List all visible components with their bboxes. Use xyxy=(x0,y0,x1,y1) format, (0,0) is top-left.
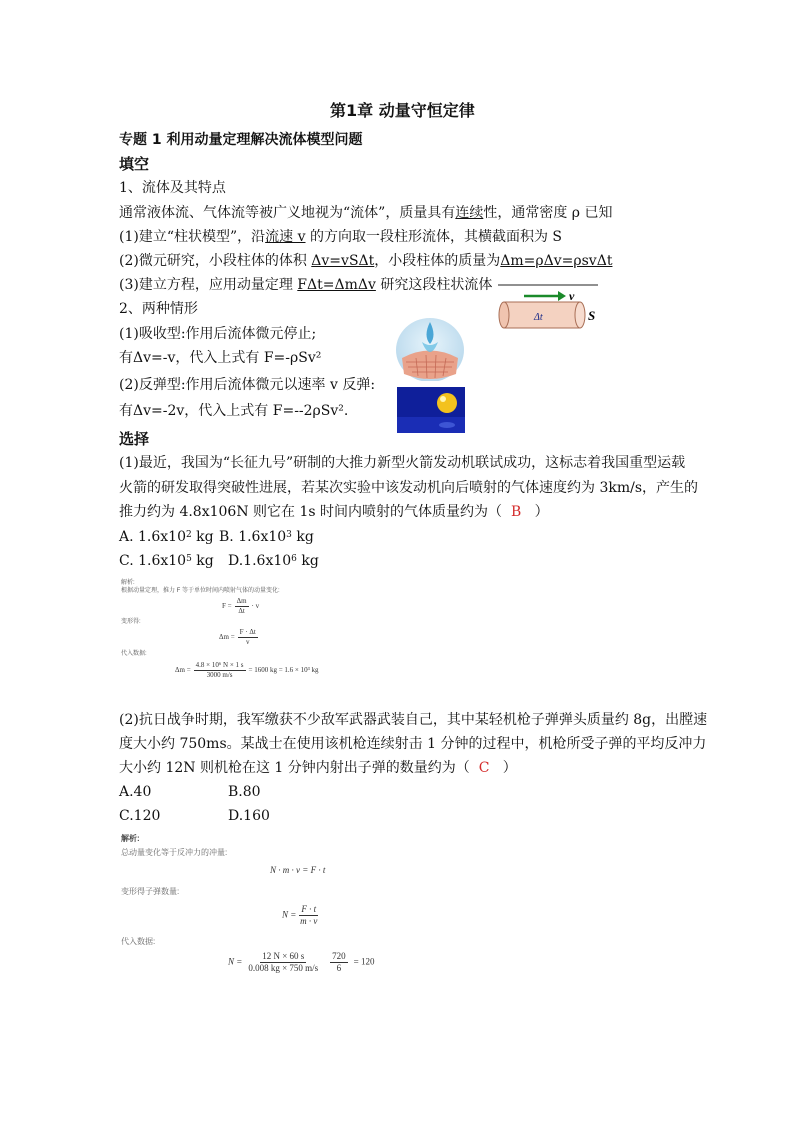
text-run: (1)建立“柱状模型”，沿 xyxy=(119,229,266,245)
q1-solution-head: 解析: xyxy=(121,580,135,586)
q1-answer: B xyxy=(510,504,522,520)
fill-heading-2: 2、两种情形 xyxy=(119,301,198,317)
exponent: 2 xyxy=(186,530,192,540)
fill-heading-1: 1、流体及其特点 xyxy=(119,180,226,196)
q2-answer: C xyxy=(478,760,490,776)
page-title: 第1章 动量守恒定律 xyxy=(330,101,475,120)
q2-line-3 xyxy=(119,758,517,778)
fill-para-6: 有Δv=-v，代入上式有 F=-ρSv² xyxy=(119,350,322,366)
q1-option-a xyxy=(119,527,214,547)
text-run: (3)建立方程，应用动量定理 xyxy=(119,277,298,293)
text-run: ，小段柱体的质量为 xyxy=(374,253,501,269)
fraction-num: F · t xyxy=(301,904,317,914)
ball xyxy=(437,393,457,413)
absorption-illustration xyxy=(396,318,464,381)
fraction-num: 4.8 × 10⁶ N × 1 s xyxy=(195,661,244,669)
q1-equation-3 xyxy=(175,661,318,680)
fraction xyxy=(238,628,258,647)
fraction-den: m · v xyxy=(300,916,318,926)
eq-lhs: N = xyxy=(228,956,243,967)
fraction-den: v xyxy=(245,638,250,646)
q2-equation-2 xyxy=(282,904,321,927)
eq-rhs: · v xyxy=(251,602,260,611)
fraction-num: Δm xyxy=(236,597,247,605)
exponent: 3 xyxy=(286,530,292,540)
underlined-blank: 连续 xyxy=(455,205,484,221)
eq-rhs: = 1600 kg = 1.6 × 10³ kg xyxy=(248,666,319,675)
text-run: 研究这段柱状流体 xyxy=(375,277,493,293)
fraction-den: 6 xyxy=(336,963,342,973)
fill-para-4 xyxy=(119,275,492,295)
text-run: 的方向取一段柱形流体，其横截面积为 S xyxy=(305,229,563,245)
fraction-den: Δt xyxy=(238,607,245,615)
q1-line-3 xyxy=(119,502,549,522)
fluid-cylinder-figure xyxy=(494,280,604,340)
fraction-num: 720 xyxy=(332,951,346,961)
text-run: kg xyxy=(191,553,214,569)
q2-option-d: D.160 xyxy=(228,808,270,824)
fraction-den: 3000 m/s xyxy=(206,671,233,679)
cylinder-right-end xyxy=(575,302,585,328)
section-choice-heading: 选择 xyxy=(119,430,150,448)
underlined-blank: 流速 v xyxy=(265,229,306,245)
fraction xyxy=(330,951,348,974)
text-run: 大小约 12N 则机枪在这 1 分钟内射出子弹的数量约为（ xyxy=(119,760,470,776)
ball-reflection xyxy=(439,422,455,428)
text-run: C. 1.6x10 xyxy=(119,553,187,569)
fraction-num: 12 N × 60 s xyxy=(262,951,305,961)
q2-equation-3 xyxy=(228,951,375,974)
underlined-blank: Δm=ρΔv=ρsvΔt xyxy=(500,253,613,269)
q1-option-b xyxy=(219,527,314,547)
fill-para-1 xyxy=(119,203,612,223)
eq-lhs: Δm = xyxy=(219,633,235,642)
text-run: 通常液体流、气体流等被广义地视为“流体”，质量具有 xyxy=(119,205,456,221)
text-run: (2)微元研究，小段柱体的体积 xyxy=(119,253,312,269)
fill-para-2 xyxy=(119,227,562,247)
text-run: B. 1.6x10 xyxy=(219,529,287,545)
q2-option-a: A.40 xyxy=(119,784,152,800)
area-label: S xyxy=(588,308,596,323)
ball-highlight xyxy=(440,396,446,402)
underlined-blank: FΔt=ΔmΔv xyxy=(297,277,376,293)
fraction xyxy=(194,661,246,680)
q1-equation-1 xyxy=(222,597,259,616)
q2-solution-line-2: 变形得子弹数量: xyxy=(121,887,180,896)
fraction-num: F · Δt xyxy=(239,628,256,636)
text-run: kg xyxy=(296,553,319,569)
velocity-label: v xyxy=(569,289,575,303)
fill-para-5: (1)吸收型:作用后流体微元停止; xyxy=(119,326,317,342)
text-run: ） xyxy=(534,504,549,520)
text-run: ） xyxy=(502,760,517,776)
eq-lhs: Δm = xyxy=(175,666,191,675)
dt-label: Δt xyxy=(534,312,543,323)
q1-solution-line-3: 代入数据: xyxy=(121,651,147,657)
cylinder-left-end xyxy=(499,302,509,328)
text-run: D.1.6x10 xyxy=(228,553,292,569)
q2-option-c: C.120 xyxy=(119,808,161,824)
text-run: A. 1.6x10 xyxy=(119,529,186,545)
q1-line-2: 火箭的研发取得突破性进展，若某次实验中该发动机向后喷射的气体速度约为 3km/s，产生的 xyxy=(119,480,699,496)
text-run: 性，通常密度 ρ 已知 xyxy=(483,205,613,221)
text-run: 推力约为 4.8x106N 则它在 1s 时间内喷射的气体质量约为（ xyxy=(119,504,503,520)
velocity-arrow-head xyxy=(558,291,566,301)
eq-rhs: = 120 xyxy=(353,956,375,967)
fill-para-3 xyxy=(119,251,612,271)
section-fill-heading: 填空 xyxy=(119,155,150,173)
q1-solution-line-2: 变形得: xyxy=(121,619,141,625)
exponent: 6 xyxy=(291,554,297,564)
q2-solution-head: 解析: xyxy=(121,834,140,843)
fraction xyxy=(248,951,318,974)
eq-lhs: F = xyxy=(222,602,232,611)
q1-option-d xyxy=(228,551,319,571)
q2-line-2: 度大小约 750ms。某战士在使用该机枪连续射击 1 分钟的过程中，机枪所受子弹的平均反冲力 xyxy=(119,736,707,752)
q1-option-c xyxy=(119,551,214,571)
q2-equation-1: N · m · v = F · t xyxy=(270,865,326,875)
eq-lhs: N = xyxy=(282,909,297,920)
rebound-illustration xyxy=(397,387,465,433)
q2-solution-line-3: 代入数据: xyxy=(121,937,156,946)
exponent: 5 xyxy=(186,554,192,564)
sponge-surface xyxy=(402,351,458,380)
fill-para-7: (2)反弹型:作用后流体微元以速率 v 反弹: xyxy=(119,377,376,393)
q1-equation-2 xyxy=(219,628,261,647)
topic-heading: 专题 1 利用动量定理解决流体模型问题 xyxy=(119,132,363,148)
underlined-blank: Δv=vSΔt xyxy=(311,253,375,269)
fraction-den: 0.008 kg × 750 m/s xyxy=(248,963,319,973)
q2-solution-line-1: 总动量变化等于反冲力的冲量: xyxy=(121,848,228,857)
text-run: kg xyxy=(191,529,214,545)
q2-option-b: B.80 xyxy=(228,784,261,800)
q1-solution-line-1: 根据动量定理，推力 F 等于单位时间内喷射气体的动量变化: xyxy=(121,588,280,594)
fraction xyxy=(299,904,318,927)
fill-para-8: 有Δv=-2v，代入上式有 F=--2ρSv². xyxy=(119,403,349,419)
q2-line-1: (2)抗日战争时期，我军缴获不少敌军武器武装自己，其中某轻机枪子弹弹头质量约 8g，出膛速 xyxy=(119,712,708,728)
fraction xyxy=(235,597,249,616)
q1-line-1: (1)最近，我国为“长征九号”研制的大推力新型火箭发动机联试成功，这标志着我国重型运载 xyxy=(119,455,686,471)
text-run: kg xyxy=(291,529,314,545)
